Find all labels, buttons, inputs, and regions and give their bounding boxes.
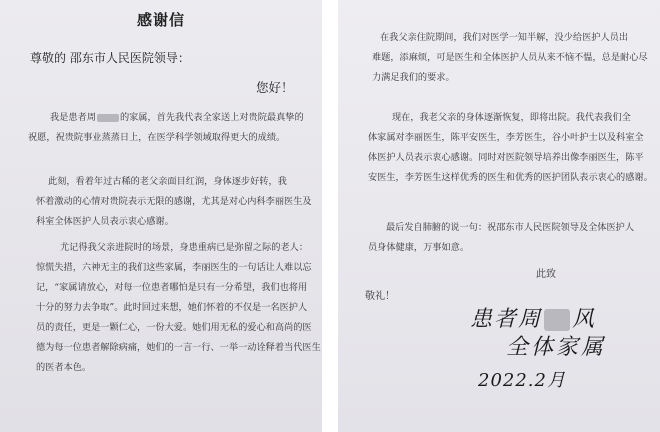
paragraph-line: 记，“家属请放心，对每一位患者哪怕是只有一分希望，我们也将用 [36, 282, 308, 293]
paragraph-line: 祝愿，祝贵院事业蒸蒸日上，在医学科学领域取得更大的成绩。 [28, 132, 286, 143]
paragraph-line: 十分的努力去争取”。此时回过来想，她们怀着的不仅是一名医护人 [36, 302, 308, 313]
signature-text: 风 [572, 307, 597, 332]
paragraph-1 [28, 108, 304, 148]
paragraph-line: 现在，我老父亲的身体逐渐恢复，即将出院。我代表我们全 [392, 112, 631, 123]
paragraph-line: 员身体健康，万事如意。 [368, 242, 470, 253]
letter-page-left [0, 0, 322, 432]
paragraph-line: 此刻，看着年过古稀的老父亲面目红润，身体逐步好转，我 [48, 176, 287, 187]
paragraph-3 [36, 238, 321, 378]
letter-greeting: 您好！ [256, 80, 294, 95]
paragraph-line: 最后发自肺腑的说一句：祝邵东市人民医院领导及全体医护人 [386, 222, 635, 233]
paragraph-6 [368, 218, 634, 258]
paragraph-line: 力满足我们的要求。 [372, 72, 455, 83]
signature-date: 2022.2月 [478, 370, 566, 391]
paragraph-line: 在我父亲住院期间，我们对医学一知半解，没少给医护人员出 [380, 32, 629, 43]
signature-patient [470, 302, 596, 333]
paragraph-line: 科室全体医护人员表示衷心感谢。 [36, 216, 174, 227]
redaction-mark [97, 114, 119, 122]
paragraph-line: 安医生，李芳医生这样优秀的医生和优秀的医护团队表示衷心的感谢。 [368, 172, 653, 183]
paragraph-4 [372, 28, 648, 88]
paragraph-line: 难题，添麻烦，可是医生和全体医护人员从来不恼不愠，总是耐心尽 [372, 52, 648, 63]
paragraph-line: 我是患者周 的家属，首先我代表全家送上对贵院最真挚的 [50, 112, 304, 123]
paragraph-line: 怀着激动的心情对贵院表示无限的感谢，尤其是对心内科李丽医生及 [36, 196, 312, 207]
paragraph-line: 的医者本色。 [36, 362, 92, 373]
letter-salutation: 尊敬的 邵东市人民医院领导： [30, 51, 190, 65]
letter-title: 感谢信 [136, 11, 185, 29]
paragraph-line: 员的责任，更是一颗仁心，一份大爱。她们用无私的爱心和高尚的医 [36, 322, 312, 333]
paragraph-line: 体家属对李丽医生，陈平安医生，李芳医生，谷小叶护士以及科室全 [368, 132, 644, 143]
letter-closing: 此致 [536, 269, 556, 280]
letter-regards: 敬礼！ [365, 291, 395, 302]
paragraph-line: 惊慌失措，六神无主的我们这些家属，李丽医生的一句话让人难以忘 [36, 262, 312, 273]
page-divider [322, 0, 338, 432]
redaction-mark [544, 309, 570, 331]
paragraph-line: 体医护人员表示衷心感谢。同时对医院领导培养出像李丽医生，陈平 [368, 152, 644, 163]
signature-family: 全体家属 [506, 335, 607, 360]
paragraph-line: 尤记得我父亲进院时的场景，身患重病已是弥留之际的老人： [60, 242, 309, 253]
paragraph-2 [36, 172, 312, 232]
paragraph-line: 德为每一位患者解除病痛，她们的一言一行、一举一动诠释着当代医生 [36, 342, 321, 353]
signature-text: 患者周 [470, 307, 543, 332]
paragraph-5 [368, 108, 653, 188]
